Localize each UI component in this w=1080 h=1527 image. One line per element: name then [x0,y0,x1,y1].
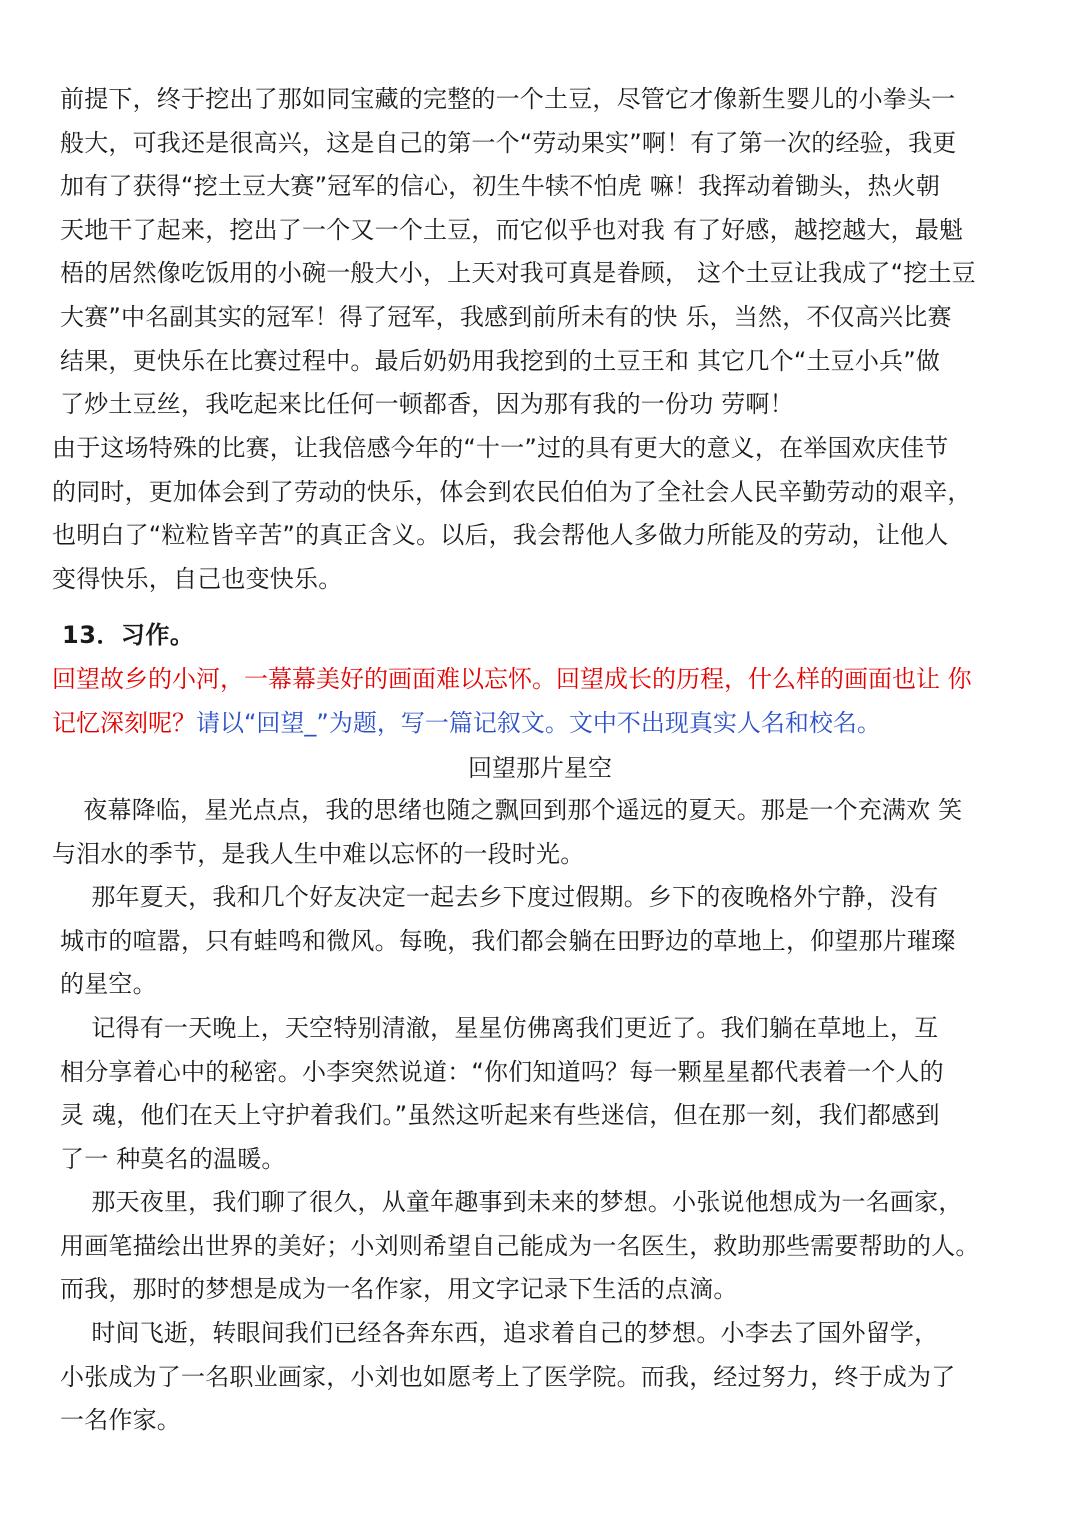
text-line: 而我，那时的梦想是成为一名作家，用文字记录下生活的点滴。 [60,1275,738,1304]
text-line: 灵 魂，他们在天上守护着我们。”虽然这听起来有些迷信，但在那一刻，我们都感到 [60,1101,940,1130]
text-line: 也明白了“粒粒皆辛苦”的真正含义。以后，我会帮他人多做力所能及的劳动，让他人 [52,521,949,550]
essay-paragraph-3 [60,1007,944,1181]
text-line: 城市的喧嚣，只有蛙鸣和微风。每晚，我们都会躺在田野边的草地上，仰望那片璀璨 [60,926,956,955]
essay-title: 回望那片星空 [468,754,612,782]
text-line: 小张成为了一名职业画家，小刘也如愿考上了医学院。而我，经过努力，终于成为了 [60,1362,956,1391]
text-line: 相分享着心中的秘密。小李突然说道：“你们知道吗？每一颗星星都代表着一个人的 [60,1057,944,1086]
text-line: 变得快乐，自己也变快乐。 [52,564,343,593]
text-line: 夜幕降临，星光点点，我的思绪也随之飘回到那个遥远的夏天。那是一个充满欢 笑 [52,796,963,824]
story-paragraph-conclusion [52,427,972,601]
text-line: 记得有一天晚上，天空特别清澈，星星仿佛离我们更近了。我们躺在草地上，互 [60,1014,939,1042]
essay-paragraph-1 [52,789,962,876]
text-line: 大赛”中名副其实的冠军！得了冠军，我感到前所未有的快 乐，当然，不仅高兴比赛 [60,302,952,331]
text-line: 的星空。 [60,970,157,999]
prompt-blue-segment: 请以“回望_”为题，写一篇记叙文。文中不出现真实人名和校名。 [196,708,881,737]
text-line: 了一 种莫名的温暖。 [60,1144,286,1173]
text-line: 加有了获得“挖土豆大赛”冠军的信心，初生牛犊不怕虎 嘛！我挥动着锄头，热火朝 [60,172,941,201]
text-line: 那天夜里，我们聊了很久，从童年趣事到未来的梦想。小张说他想成为一名画家， [60,1188,963,1216]
text-line: 一名作家。 [60,1406,181,1435]
text-line: 梧的居然像吃饭用的小碗一般大小，上天对我可真是眷顾， 这个土豆让我成了“挖土豆 [60,259,976,288]
text-line: 由于这场特殊的比赛，让我倍感今年的“十一”过的具有更大的意义，在举国欢庆佳节 [52,434,949,462]
essay-paragraph-5 [60,1312,955,1443]
text-line: 用画笔描绘出世界的美好；小刘则希望自己能成为一名医生，救助那些需要帮助的人。 [60,1231,980,1260]
text-line: 结果，更快乐在比赛过程中。最后奶奶用我挖到的土豆王和 其它几个“土豆小兵”做 [60,346,941,375]
text-line: 与泪水的季节，是我人生中难以忘怀的一段时光。 [52,839,585,868]
prompt-line-mixed [52,702,972,746]
text-line: 前提下，终于挖出了那如同宝藏的完整的一个土豆，尽管它才像新生婴儿的小拳头一 [60,85,956,113]
text-line: 般大，可我还是很高兴，这是自己的第一个“劳动果实”啊！有了第一次的经验，我更 [60,128,957,157]
text-line: 了炒土豆丝，我吃起来比任何一顿都香，因为那有我的一份功 劳啊！ [60,390,794,419]
writing-prompt [52,658,972,745]
essay-paragraph-4 [60,1181,980,1312]
prompt-red-segment: 记忆深刻呢？ [52,708,196,737]
text-line: 那年夏天，我和几个好友决定一起去乡下度过假期。乡下的夜晚格外宁静，没有 [60,883,939,911]
text-line: 时间飞逝，转眼间我们已经各奔东西，追求着自己的梦想。小李去了国外留学， [60,1319,939,1347]
text-line: 的同时，更加体会到了劳动的快乐，体会到农民伯伯为了全社会人民辛勤劳动的艰辛， [52,477,972,506]
essay-paragraph-2 [60,876,955,1007]
question-heading: 13．习作。 [62,621,195,649]
prompt-line-red: 回望故乡的小河，一幕幕美好的画面难以忘怀。回望成长的历程，什么样的画面也让 你 [52,665,972,693]
text-line: 天地干了起来，挖出了一个又一个土豆，而它似乎也对我 有了好感，越挖越大，最魁 [60,215,964,244]
story-paragraph-top [60,78,976,427]
